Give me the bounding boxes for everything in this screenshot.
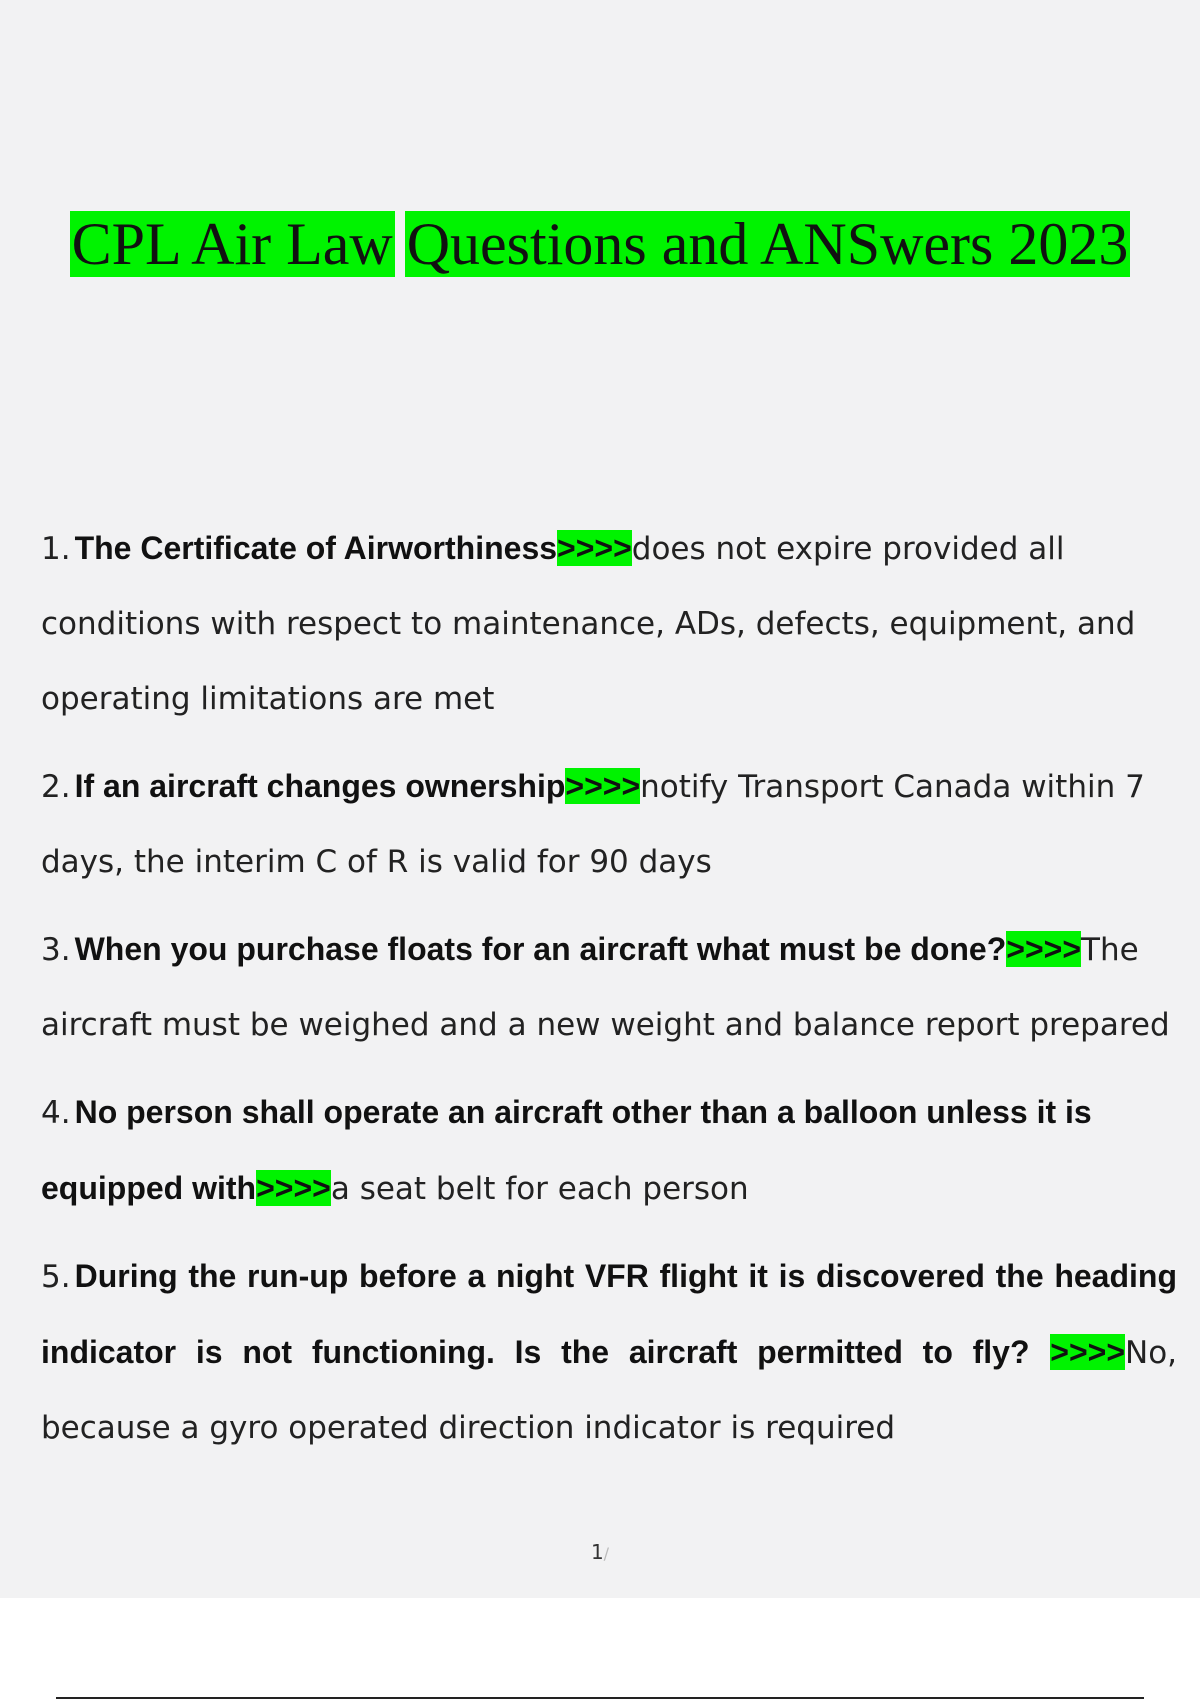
qa-item-5 xyxy=(41,1239,1177,1466)
page-number xyxy=(0,1540,1200,1564)
answer-separator: >>>> xyxy=(565,768,641,804)
answer-text: No, because a gyro operated direction indicator is required xyxy=(41,1335,1178,1446)
item-number: 1. xyxy=(41,531,71,567)
title-highlight-part1: CPL Air Law xyxy=(71,211,393,277)
answer-text: notify Transport Canada within 7 days, the interim C of R is valid for 90 days xyxy=(41,769,1145,880)
question-text: No person shall operate an aircraft other than a balloon unless it is equipped with xyxy=(41,1094,1092,1206)
answer-separator: >>>> xyxy=(557,530,632,566)
answer-text: a seat belt for each person xyxy=(330,1171,749,1207)
page-number-value: 1 xyxy=(590,1540,604,1564)
item-number: 2. xyxy=(41,769,71,805)
title-highlight-part2: Questions and ANSwers 2023 xyxy=(406,211,1129,277)
answer-separator: >>>> xyxy=(1050,1334,1125,1370)
answer-text: The aircraft must be weighed and a new weight and balance report prepared xyxy=(41,932,1170,1043)
page-divider xyxy=(56,1697,1144,1699)
qa-item-3 xyxy=(41,912,1177,1063)
item-number: 3. xyxy=(41,932,71,968)
item-number: 4. xyxy=(41,1095,71,1131)
qa-item-1 xyxy=(41,511,1177,737)
answer-separator: >>>> xyxy=(256,1170,331,1206)
qa-item-2 xyxy=(41,749,1177,900)
question-text: When you purchase floats for an aircraft what must be done? xyxy=(74,931,1007,967)
answer-text: does not expire provided all conditions with respect to maintenance, ADs, defects, equipment, and operating limitations are met xyxy=(41,531,1136,717)
question-text: During the run-up before a night VFR flight it is discovered the heading indicator is not functioning. Is the aircraft permitted to fly? xyxy=(41,1258,1177,1370)
item-number: 5. xyxy=(41,1259,71,1295)
qa-item-4 xyxy=(41,1075,1177,1227)
page-number-suffix: / xyxy=(603,1544,610,1563)
answer-separator: >>>> xyxy=(1006,931,1082,967)
question-text: If an aircraft changes ownership xyxy=(74,768,566,804)
document-title xyxy=(0,210,1200,278)
qa-list xyxy=(41,511,1177,1478)
question-text: The Certificate of Airworthiness xyxy=(74,530,558,566)
